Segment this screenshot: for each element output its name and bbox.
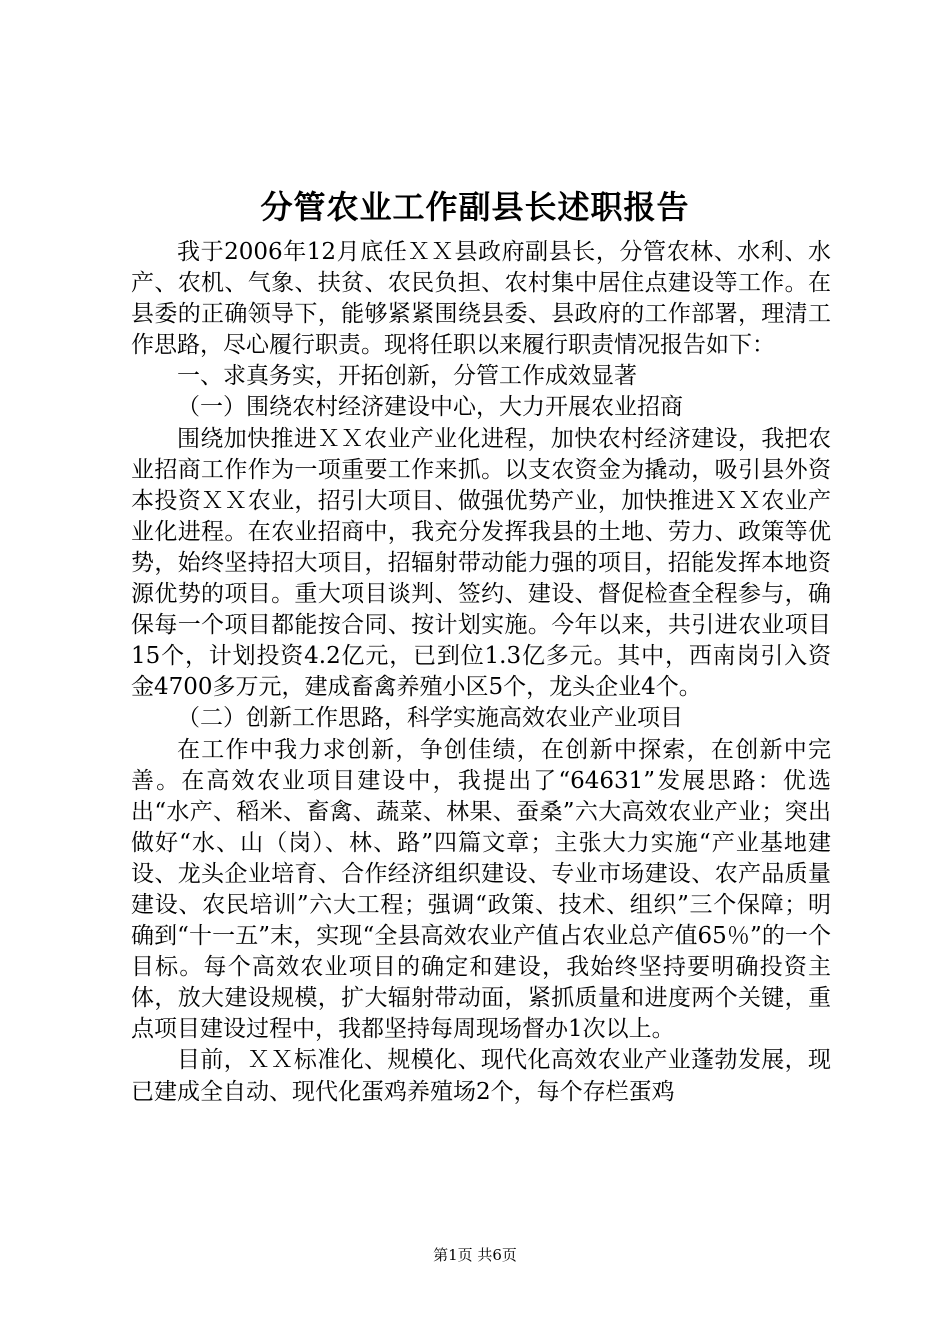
subsection-heading-2: （二）创新工作思路，科学实施高效农业产业项目: [177, 705, 683, 732]
page-footer: 第1页 共6页: [433, 1246, 517, 1264]
section-heading-1: 一、求真务实，开拓创新，分管工作成效显著: [177, 363, 637, 390]
document-title: 分管农业工作副县长述职报告: [260, 188, 690, 226]
paragraph-innovation: 在工作中我力求创新，争创佳绩，在创新中探索，在创新中完善。在高效农业项目建设中，我提出了“64631”发展思路：优选出“水产、稻米、畜禽、蔬菜、林果、蚕桑”六大高效农业产业；突出做好“水、山（岗）、林、路”四篇文章；主张大力实施“产业基地建设、龙头企业培育、合作经济组织建设、专业市场建设、农产品质量建设、农民培训”六大工程；强调“政策、技术、组织”三个保障；明确到“十一五”末，实现“全县高效农业产值占农业总产值65％”的一个目标。每个高效农业项目的确定和建设，我始终坚持要明确投资主体，放大建设规模，扩大辐射带动面，紧抓质量和进度两个关键，重点项目建设过程中，我都坚持每周现场督办1次以上。: [131, 736, 831, 1043]
paragraph-current: 目前，ＸＸ标准化、规模化、现代化高效农业产业蓬勃发展，现已建成全自动、现代化蛋鸡养殖场2个，每个存栏蛋鸡: [131, 1047, 831, 1105]
document-body: [131, 237, 831, 1108]
paragraph-investment: 围绕加快推进ＸＸ农业产业化进程，加快农村经济建设，我把农业招商工作作为一项重要工作来抓。以支农资金为撬动，吸引县外资本投资ＸＸ农业，招引大项目、做强优势产业，加快推进ＸＸ农业产业化进程。在农业招商中，我充分发挥我县的土地、劳力、政策等优势，始终坚持招大项目，招辐射带动能力强的项目，招能发挥本地资源优势的项目。重大项目谈判、签约、建设、督促检查全程参与，确保每一个项目都能按合同、按计划实施。今年以来，共引进农业项目15个，计划投资4.2亿元，已到位1.3亿多元。其中，西南岗引入资金4700多万元，建成畜禽养殖小区5个，龙头企业4个。: [131, 425, 831, 701]
subsection-heading-1: （一）围绕农村经济建设中心，大力开展农业招商: [177, 394, 683, 421]
paragraph-intro: 我于2006年12月底任ＸＸ县政府副县长，分管农林、水利、水产、农机、气象、扶贫、农民负担、农村集中居住点建设等工作。在县委的正确领导下，能够紧紧围绕县委、县政府的工作部署，理清工作思路，尽心履行职责。现将任职以来履行职责情况报告如下：: [131, 239, 831, 359]
